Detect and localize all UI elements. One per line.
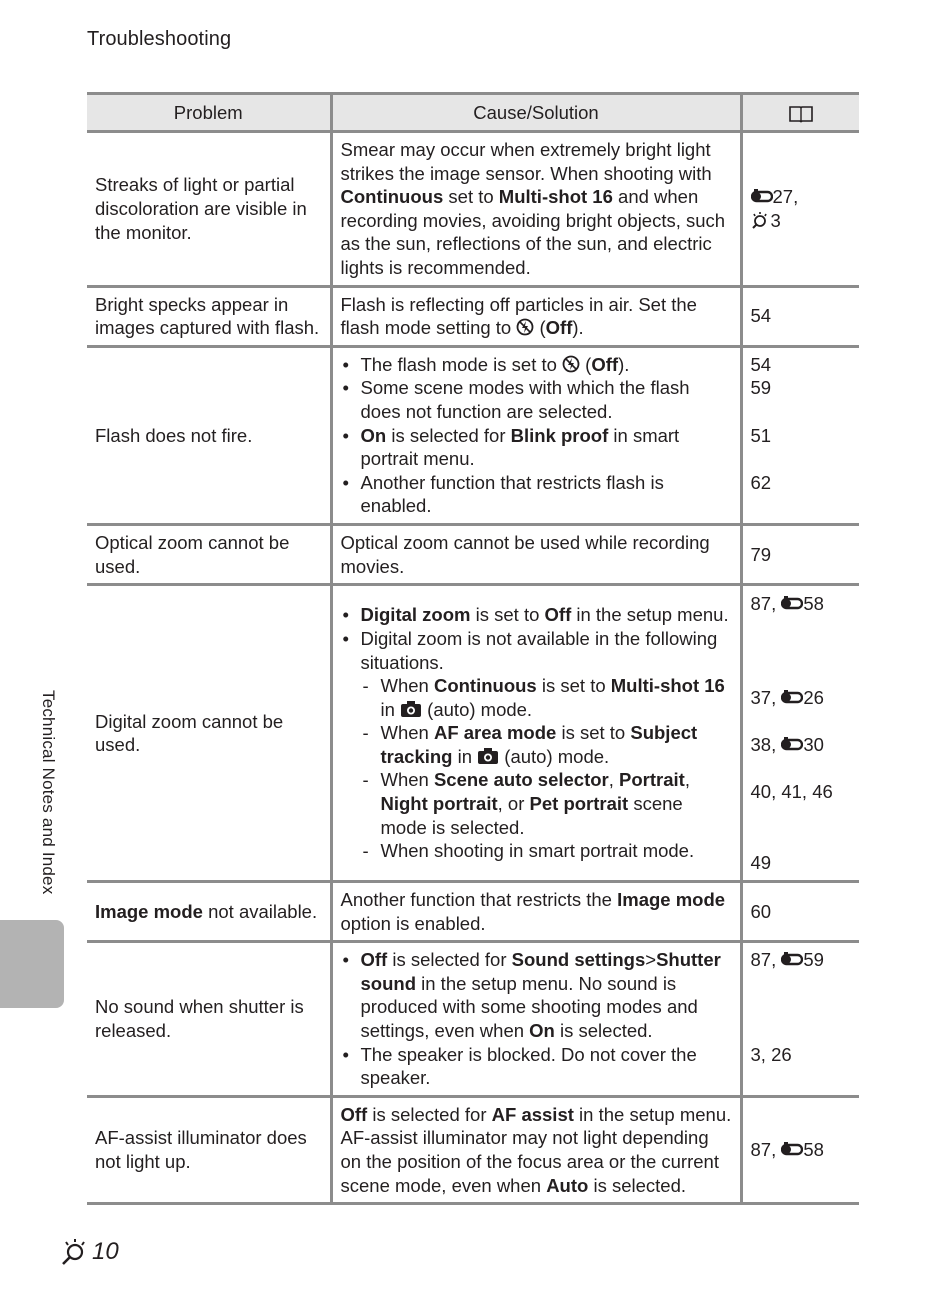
cause-cell: [331, 585, 741, 882]
header-problem: Problem: [87, 94, 331, 132]
reference-link[interactable]: 3, 26: [750, 1043, 792, 1065]
reference-section-icon: [781, 735, 803, 753]
reference-link[interactable]: 51: [750, 424, 772, 446]
camera-auto-mode-icon: [477, 747, 499, 765]
problem-cell: Optical zoom cannot be used.: [87, 524, 331, 584]
list-item: - When Scene auto selector, Portrait, Night portrait, or Pet portrait scene mode is selected.: [361, 768, 732, 839]
cause-cell: Another function that restricts the Image mode option is enabled.: [331, 882, 741, 942]
table-row: [87, 1096, 859, 1203]
reference-section-icon: [781, 594, 803, 612]
reference-cell[interactable]: 60: [741, 882, 859, 942]
reference-cell[interactable]: 79: [741, 524, 859, 584]
table-row: [87, 286, 859, 346]
reference-link[interactable]: 87, 59: [750, 949, 824, 971]
reference-link[interactable]: 87, 58: [750, 592, 824, 614]
cause-cell: Off is selected for AF assist in the setup menu. AF-assist illuminator may not light depending on the position of the focus area or the current scene mode, even when Auto is selected.: [331, 1096, 741, 1203]
page-title: Troubleshooting: [87, 28, 232, 50]
reference-cell: [741, 585, 859, 882]
camera-auto-mode-icon: [400, 700, 422, 718]
reference-link[interactable]: 54: [750, 353, 772, 375]
page-number-text: 10: [92, 1238, 119, 1265]
reference-cell: [741, 1096, 859, 1203]
list-item: • Another function that restricts flash is enabled.: [341, 471, 732, 518]
section-tab: [0, 920, 64, 1008]
header-cause-solution: Cause/Solution: [331, 94, 741, 132]
table-row: [87, 882, 859, 942]
problem-cell: Streaks of light or partial discoloration are visible in the monitor.: [87, 132, 331, 287]
header-reference: [741, 94, 859, 132]
reference-link[interactable]: 49: [750, 852, 772, 874]
reference-link[interactable]: 62: [750, 471, 772, 493]
reference-cell: [741, 942, 859, 1097]
reference-section-icon: [751, 187, 773, 205]
flash-off-icon: [562, 355, 580, 373]
reference-cell: [741, 132, 859, 287]
list-item: - When Continuous is set to Multi-shot 16 in (auto) mode.: [361, 674, 732, 721]
list-item: • The flash mode is set to (Off).: [341, 353, 732, 377]
problem-cell: Flash does not fire.: [87, 346, 331, 524]
technical-notes-icon: [60, 1238, 90, 1266]
reference-link[interactable]: 38, 30: [750, 734, 824, 756]
reference-link[interactable]: 3: [751, 209, 852, 233]
reference-cell[interactable]: 54: [741, 286, 859, 346]
table-row: [87, 524, 859, 584]
table-row: [87, 585, 859, 882]
reference-link[interactable]: 27,: [751, 185, 852, 209]
table-row: [87, 346, 859, 524]
book-icon: [788, 104, 814, 124]
reference-section-icon: [781, 1140, 803, 1158]
cause-cell: Smear may occur when extremely bright light strikes the image sensor. When shooting with Continuous set to Multi-shot 16 and when recording movies, avoiding bright objects, such as the sun, reflections of the sun, and electric lights is recommended.: [331, 132, 741, 287]
reference-link[interactable]: 59: [750, 377, 772, 399]
list-item: • The speaker is blocked. Do not cover the speaker.: [341, 1043, 732, 1090]
reference-section-icon: [781, 688, 803, 706]
technical-notes-icon: [751, 211, 771, 229]
cause-cell: Optical zoom cannot be used while recording movies.: [331, 524, 741, 584]
problem-cell: Image mode not available.: [87, 882, 331, 942]
reference-link[interactable]: 87, 58: [750, 1139, 824, 1161]
flash-off-icon: [516, 318, 534, 336]
list-item: • Some scene modes with which the flash does not function are selected.: [341, 376, 732, 423]
list-item: • On is selected for Blink proof in smart portrait menu.: [341, 424, 732, 471]
page-number: [60, 1238, 119, 1266]
list-item: • Digital zoom is set to Off in the setup menu.: [341, 603, 732, 627]
table-row: [87, 132, 859, 287]
table-row: [87, 942, 859, 1097]
list-item: • Digital zoom is not available in the following situations. - When Continuous is set to Multi-shot 16 in (auto) mode. - When AF area mode is set to Subject tracking in (auto) mode. - When Scene auto selector, Portrait, Night portrait, or Pet portrait scene mode is selected. - When shooting in smart portrait mode.: [341, 627, 732, 863]
list-item: - When shooting in smart portrait mode.: [361, 839, 732, 863]
list-item: • Off is selected for Sound settings>Shutter sound in the setup menu. No sound is produced with some shooting modes and settings, even when On is selected.: [341, 948, 732, 1042]
problem-cell: AF-assist illuminator does not light up.: [87, 1096, 331, 1203]
table-header-row: [87, 94, 859, 132]
problem-cell: Bright specks appear in images captured with flash.: [87, 286, 331, 346]
list-item: - When AF area mode is set to Subject tracking in (auto) mode.: [361, 721, 732, 768]
side-section-label: Technical Notes and Index: [39, 690, 58, 895]
reference-cell: [741, 346, 859, 524]
reference-link[interactable]: 40, 41, 46: [750, 781, 833, 803]
reference-section-icon: [781, 950, 803, 968]
problem-cell: No sound when shutter is released.: [87, 942, 331, 1097]
reference-link[interactable]: 37, 26: [750, 686, 824, 708]
problem-cell: Digital zoom cannot be used.: [87, 585, 331, 882]
cause-cell: [331, 942, 741, 1097]
troubleshooting-table: [87, 92, 859, 1205]
cause-cell: [331, 346, 741, 524]
cause-cell: Flash is reflecting off particles in air. Set the flash mode setting to (Off).: [331, 286, 741, 346]
